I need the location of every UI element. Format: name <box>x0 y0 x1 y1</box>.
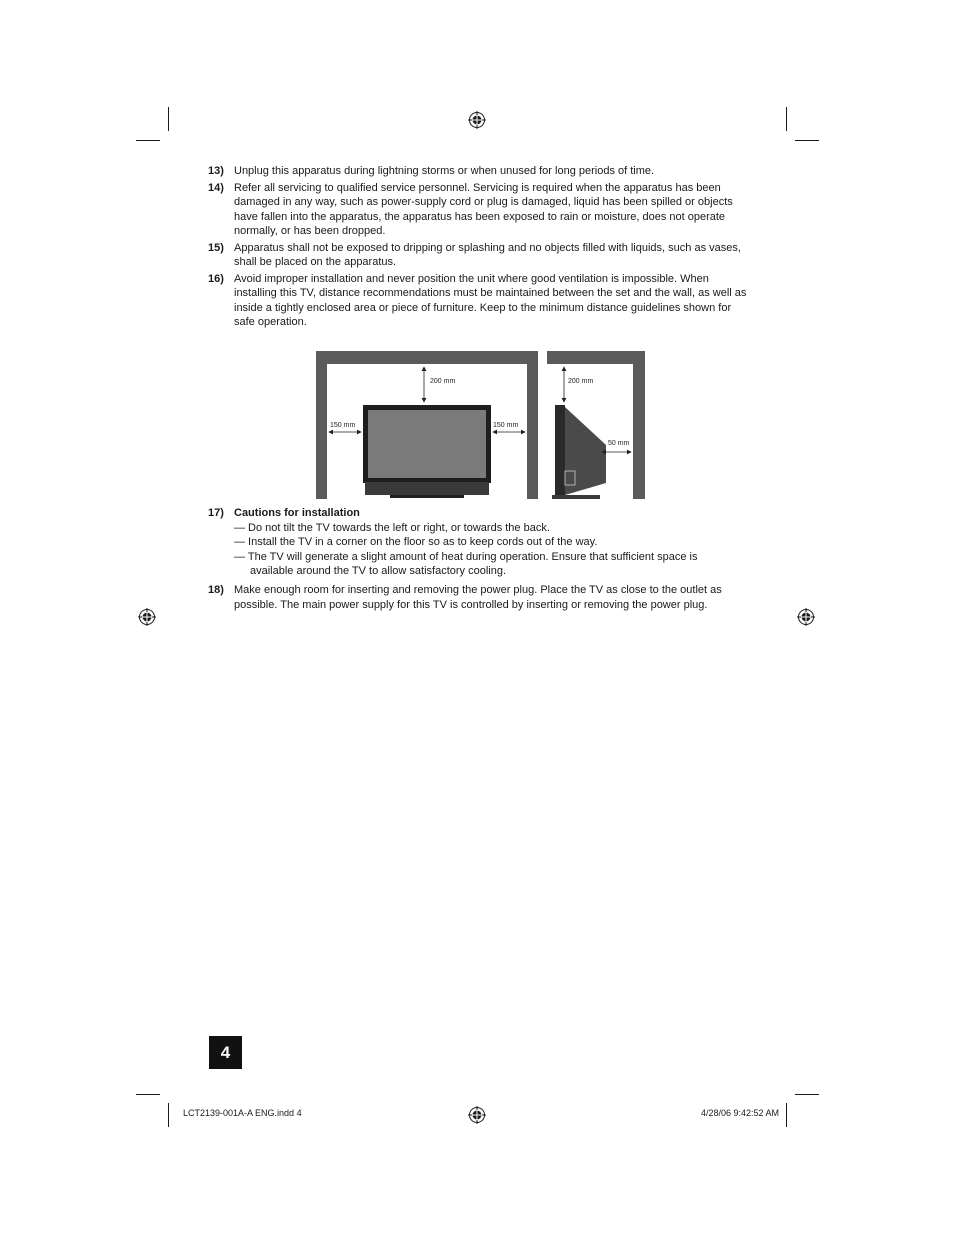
safety-items <box>208 164 748 332</box>
item-text: Refer all servicing to qualified service personnel. Servicing is required when the apparatus has been damaged in any way, such as power-supply cord or plug is damaged, liquid has been spilled or objects have fallen into the apparatus, the apparatus has been exposed to rain or moisture, does not operate normally, or has been dropped. <box>234 181 733 237</box>
caution-line: — Do not tilt the TV towards the left or right, or towards the back. <box>234 521 550 534</box>
side-top-label: 200 mm <box>568 378 594 385</box>
cautions-section <box>208 506 748 579</box>
crop-mark <box>168 107 169 131</box>
item-text: Apparatus shall not be exposed to dripping or splashing and no objects filled with liquids, such as vases, shall be placed on the apparatus. <box>234 241 741 268</box>
item-number: 17) <box>208 507 224 519</box>
crop-mark <box>795 140 819 141</box>
registration-mark-icon <box>138 608 156 626</box>
page-number: 4 <box>209 1036 242 1069</box>
crop-mark <box>786 107 787 131</box>
item-number: 14) <box>208 181 224 194</box>
safety-item-16 <box>208 272 748 330</box>
cautions-heading <box>208 506 748 521</box>
registration-mark-icon <box>468 1106 486 1124</box>
safety-item-18 <box>208 583 748 612</box>
caution-line: — The TV will generate a slight amount of heat during operation. Ensure that sufficient space is <box>234 550 698 563</box>
crop-mark <box>136 140 160 141</box>
front-top-label: 200 mm <box>430 378 456 385</box>
item-number: 18) <box>208 584 224 596</box>
item-text: Avoid improper installation and never position the unit where good ventilation is impossible. When installing this TV, distance recommendations must be maintained between the set and the wall, as well as inside a tightly enclosed area or piece of furniture. Keep to the minimum distance guidelines shown for safe operation. <box>234 272 747 328</box>
side-rear-label: 50 mm <box>608 440 630 447</box>
caution-line: — Install the TV in a corner on the floor so as to keep cords out of the way. <box>234 536 598 548</box>
item-text: Unplug this apparatus during lightning storms or when unused for long periods of time. <box>234 165 655 177</box>
front-right-label: 150 mm <box>493 422 519 429</box>
clearance-diagram <box>316 351 646 506</box>
registration-mark-icon <box>797 608 815 626</box>
item-number: 13) <box>208 165 224 177</box>
caution-line-continuation: available around the TV to allow satisfactory cooling. <box>250 565 506 577</box>
front-left-label: 150 mm <box>330 422 356 429</box>
crop-mark <box>136 1094 160 1095</box>
crop-mark <box>795 1094 819 1095</box>
crop-mark <box>168 1103 169 1127</box>
side-view <box>547 351 645 499</box>
safety-item-15 <box>208 241 748 270</box>
item-number: 16) <box>208 272 224 285</box>
footer-timestamp: 4/28/06 9:42:52 AM <box>700 1108 779 1118</box>
crop-mark <box>786 1103 787 1127</box>
safety-item-13 <box>208 164 748 179</box>
footer-filename: LCT2139-001A-A ENG.indd 4 <box>183 1108 302 1118</box>
cautions-title: Cautions for installation <box>234 507 360 519</box>
front-view <box>316 351 538 499</box>
registration-mark-icon <box>468 111 486 129</box>
item-number: 15) <box>208 241 224 254</box>
safety-item-14 <box>208 181 748 239</box>
item-text: Make enough room for inserting and removing the power plug. Place the TV as close to the outlet as possible. The main power supply for this TV is controlled by inserting or removing the power plug. <box>234 584 722 611</box>
